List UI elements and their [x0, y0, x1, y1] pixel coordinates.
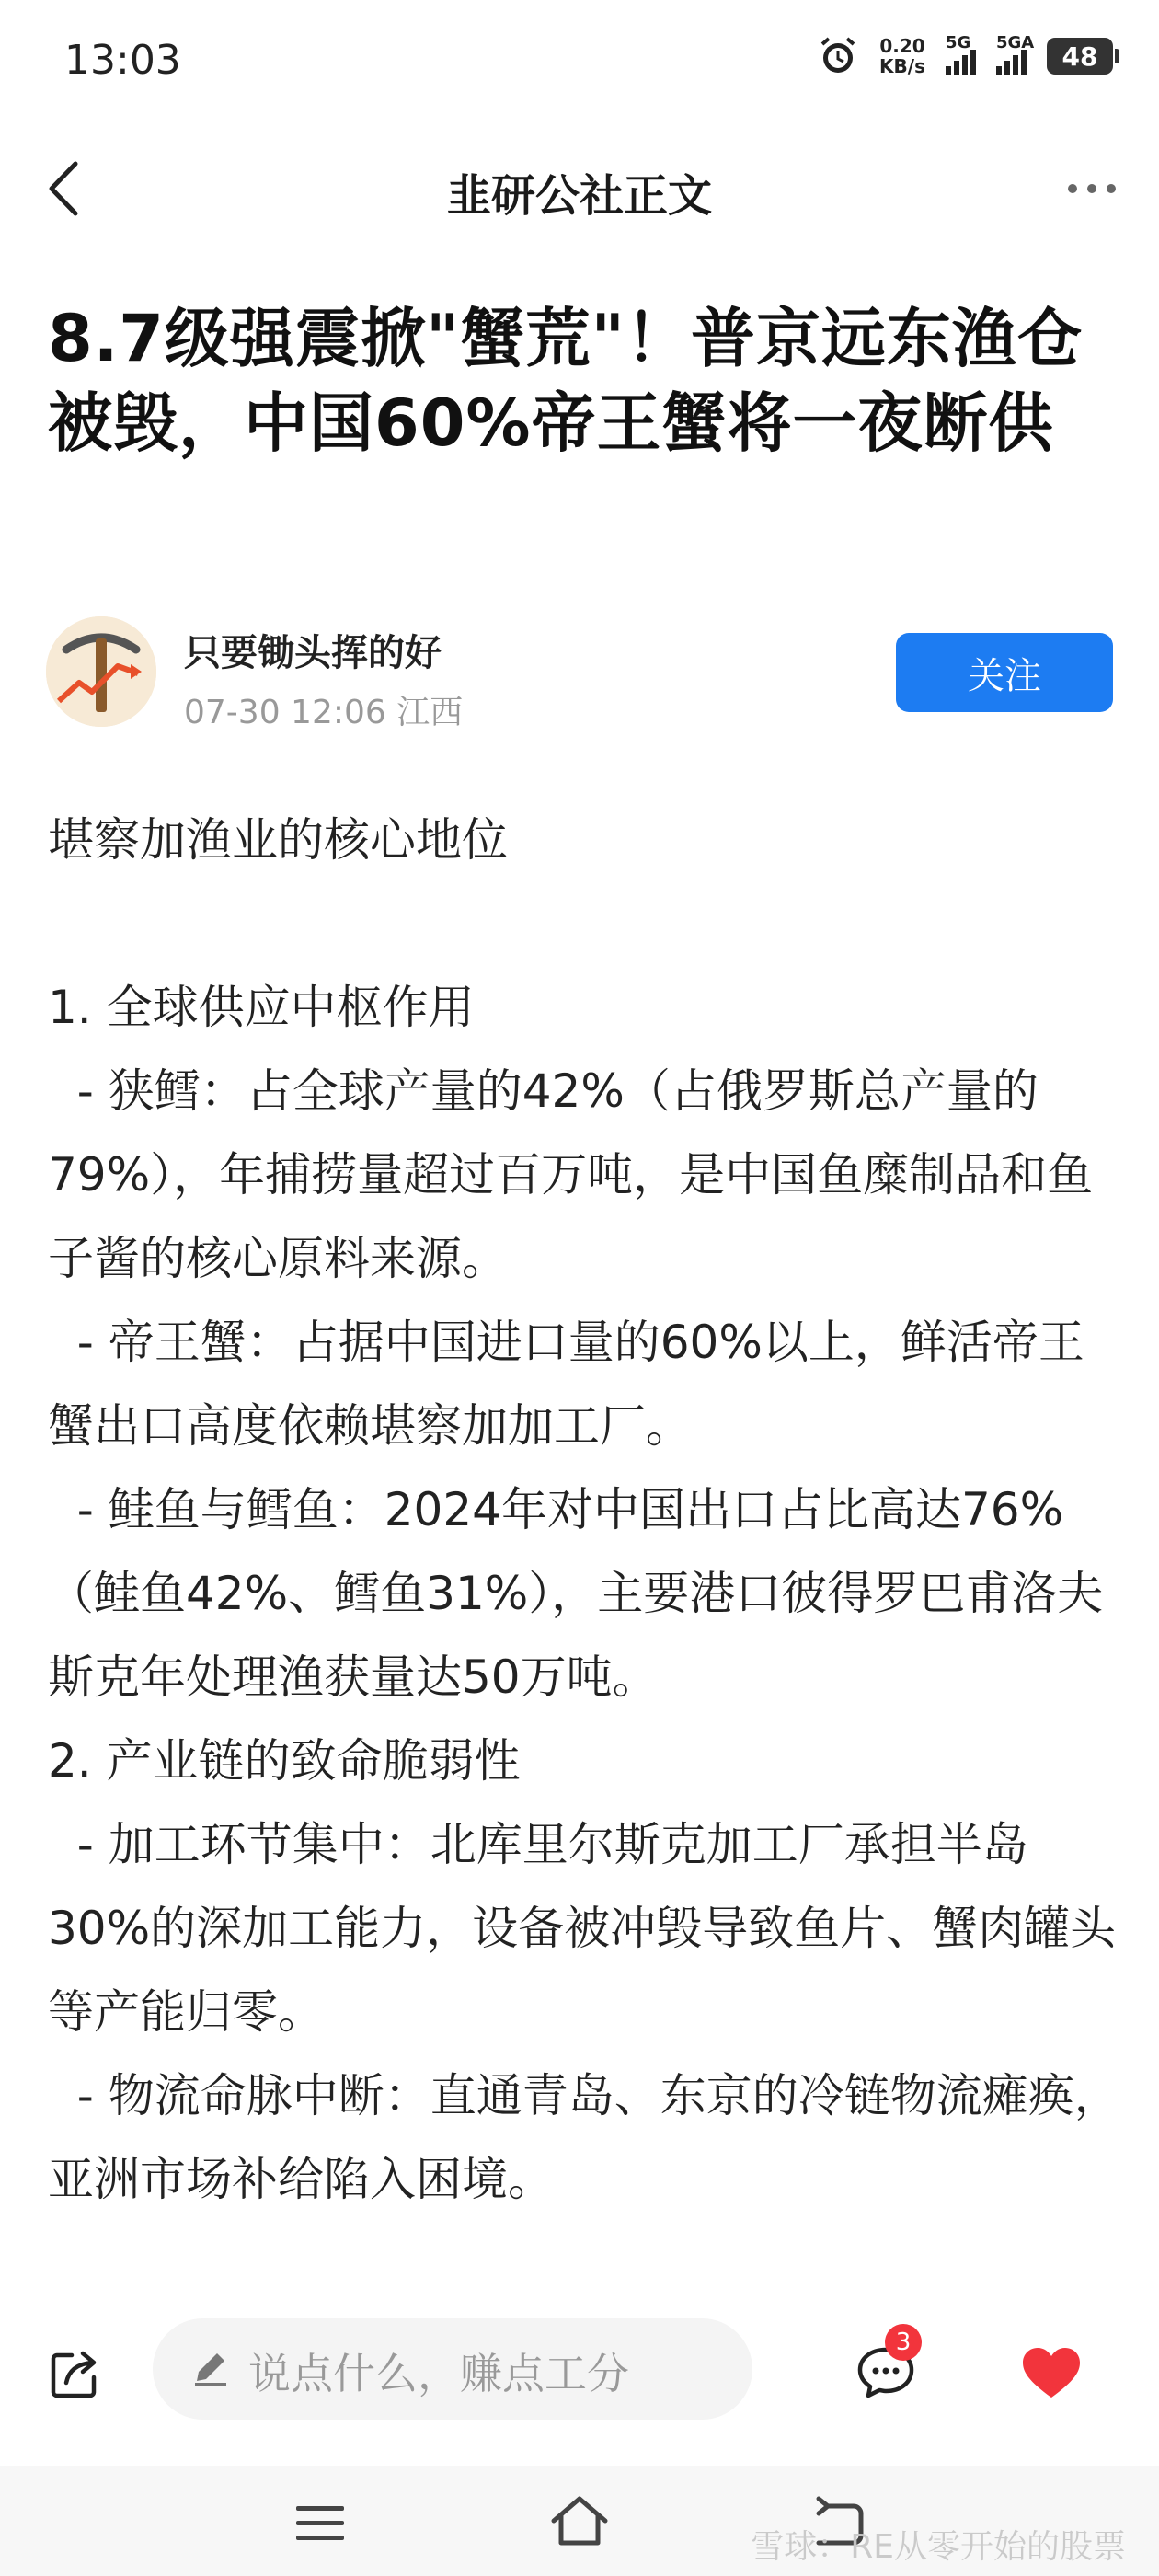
network-speed-value: 0.20	[879, 35, 925, 57]
body-paragraph: - 鲑鱼与鳕鱼：2024年对中国出口占比高达76%（鲑鱼42%、鳕鱼31%），主要港口彼得罗巴甫洛夫斯克年处理渔获量达50万吨。	[48, 1483, 1104, 1704]
body-paragraph: 2. 产业链的致命脆弱性	[48, 1734, 521, 1788]
watermark: 雪球：RE从零开始的股票	[751, 2528, 1126, 2566]
pencil-icon	[189, 2346, 232, 2388]
author-row	[46, 616, 1113, 736]
signal-5ga-label: 5GA	[996, 33, 1035, 52]
menu-lines-icon[interactable]	[294, 2501, 346, 2547]
pickaxe-avatar-icon	[46, 616, 156, 727]
comment-input[interactable]	[153, 2318, 752, 2420]
comment-placeholder: 说点什么，赚点工分	[248, 2349, 629, 2398]
home-icon[interactable]	[548, 2493, 611, 2550]
body-paragraph: - 加工环节集中：北库里尔斯克加工厂承担半岛30%的深加工能力，设备被冲毁导致鱼片、蟹肉罐头等产能归零。	[48, 1818, 1117, 2039]
status-icons	[817, 35, 1113, 77]
body-paragraph: - 物流命脉中断：直通青岛、东京的冷链物流瘫痪，亚洲市场补给陷入困境。	[48, 2069, 1120, 2206]
comment-count-badge: 3	[885, 2324, 922, 2361]
author-name[interactable]: 只要锄头挥的好	[184, 632, 442, 674]
more-dots-icon[interactable]	[1060, 166, 1124, 212]
avatar[interactable]	[46, 616, 156, 727]
signal-5ga-icon	[996, 33, 1035, 75]
network-speed-unit: KB/s	[879, 55, 925, 77]
signal-5g-label: 5G	[946, 33, 971, 52]
nav-header	[0, 138, 1159, 239]
share-icon[interactable]	[46, 2346, 103, 2403]
article-body	[48, 799, 1124, 2280]
alarm-icon	[817, 35, 859, 77]
system-nav-bar	[0, 2466, 1159, 2576]
body-paragraph: 1. 全球供应中枢作用	[48, 981, 475, 1034]
signal-5g-icon	[946, 33, 976, 75]
heart-icon[interactable]	[1021, 2346, 1082, 2401]
status-bar	[0, 0, 1159, 120]
body-paragraph: 堪察加渔业的核心地位	[48, 813, 508, 867]
follow-button[interactable]: 关注	[896, 633, 1113, 712]
body-paragraph: - 狭鳕：占全球产量的42%（占俄罗斯总产量的79%），年捕捞量超过百万吨，是中国鱼糜制品和鱼子酱的核心原料来源。	[48, 1064, 1094, 1285]
status-time: 13:03	[64, 37, 181, 84]
article-title: 8.7级强震掀"蟹荒"！普京远东渔仓被毁，中国60%帝王蟹将一夜断供	[48, 301, 1083, 461]
page-title: 韭研公社正文	[446, 170, 712, 222]
paragraph-gap	[48, 2222, 1124, 2280]
battery-icon: 48	[1047, 38, 1113, 75]
action-bar	[0, 2280, 1159, 2464]
paragraph-gap	[48, 882, 1124, 966]
post-meta: 07-30 12:06 江西	[184, 694, 464, 731]
body-paragraph: - 帝王蟹：占据中国进口量的60%以上，鲜活帝王蟹出口高度依赖堪察加加工厂。	[48, 1316, 1084, 1453]
network-speed	[879, 36, 925, 76]
